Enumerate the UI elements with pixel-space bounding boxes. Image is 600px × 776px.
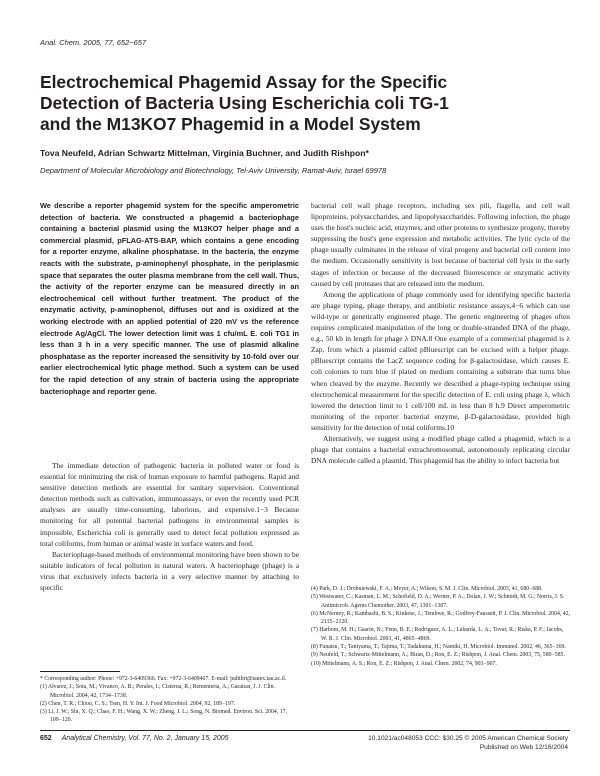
body-paragraph: The immediate detection of pathogenic bacteria in polluted water or food is essential for minimizing the risk of human exposure to harmful pathogens. Rapid and sensitive detection methods are essential for sanitary supervision. Conventional detection methods such as cultivation, immunoassays, or even the recently used PCR analyses are usually time-consuming, laborious, and expensive.1−3 Because monitoring for all potential bacterial pathogens in environmental samples is impossible, Escherichia coli is generally used to detect fecal pollution expressed as total coliforms, from human or animal waste in surface waters and food. <box>40 461 299 548</box>
body-paragraph: Among the applications of phage commonly used for identifying specific bacteria are phage typing, phage therapy, and antibiotic resistance assays,4−6 which can use wild-type or genetically engineered phage. The genetic engineering of phages often requires complicated manipulation of the long or double-stranded DNA of the phage, e.g., 50 kb in length for phage λ DNA.8 One example of a commercial phagemid is λ Zap, from which a plasmid called pBluescript can be excised with a helper phage. pBluescript contains the LacZ sequence coding for β-galactosidase, which causes E. coli colonies to turn blue if plated on medium containing a substrate that turns blue when cleaved by the enzyme. Recently we described a phage-typing technique using electrochemical measurement for the specific detection of E. coli using phage λ, which lowered the detection limit to 1 cell/100 mL in less than 8 h.9 Direct amperometric monitoring of the reporter bacterial enzyme, β-D-galactosidase, provided high sensitivity for the detection of total coliforms.10 <box>311 289 570 432</box>
affiliation: Department of Molecular Microbiology and Biotechnology, Tel-Aviv University, Ramat-Aviv, Israel 69978 <box>40 166 387 175</box>
abstract: We describe a reporter phagemid system for the specific amperometric detection of bacteria. We constructed a phagemid a bacteriophage containing a bacterial plasmid using the M13KO7 helper phage and a commercial plasmid, pFLAG-ATS-BAP, which contains a gene encoding for a reporter enzyme, alkaline phosphatase. In the bacteria, the enzyme reacts with the substrate, p-aminophenyl phosphate, in the periplasmic space that separates the outer plasma membrane from the cell wall. Thus, the activity of the reporter enzyme can be measured directly in an electrochemical cell without further treatment. The product of the enzymatic activity, p-aminophenol, diffuses out and is oxidized at the working electrode with an applied potential of 220 mV vs the reference electrode Ag/AgCl. The lower detection limit was 1 cfu/mL E. coli TG1 in less than 3 h in a very specific manner. The use of plasmid alkaline phosphatase as the reporter increased the sensitivity by 10-fold over our earlier electrochemical lytic phage method. Such a system can be used for the rapid detection of any strain of bacteria using the appropriate bacteriophage and reporter gene. <box>40 201 299 396</box>
page-footer-right <box>368 735 568 752</box>
body-paragraph: Alternatively, we suggest using a modified phage called a phagemid, which is a phage that contains a bacterial extrachromosomal, autonomously replicating circular DNA molecule called a plasmid. This phagemid has the ability to infect bacteria but <box>311 433 570 466</box>
article-title <box>40 72 570 135</box>
reference-item: (2) Chen, T. R.; Chiou, C. S.; Tsen, H. Y. Int. J. Food Microbiol. 2004, 92, 189−197. <box>40 700 236 707</box>
title-line: and the M13KO7 Phagemid in a Model System <box>40 114 421 134</box>
reference-item: (6) McNerney, R.; Kambashi, B. S.; Kinkese, J.; Tembwe, R.; Godfrey-Faussett, P. J. Clin. Microbiol. 2004, 42, 2115−2120. <box>311 610 570 626</box>
right-references <box>311 585 570 668</box>
title-line: Detection of Bacteria Using Escherichia coli TG-1 <box>40 93 449 113</box>
left-references <box>40 675 299 725</box>
reference-item: (9) Neufeld, T.; Schwartz-Mittelmann, A.; Biran, D.; Ron, E. Z.; Rishpon, J. Anal. Chem. 2003, 75, 580−585. <box>311 652 565 659</box>
reference-item: (4) Park, D. J.; Drobniewski, F. A.; Meyer, A.; Wilson, S. M. J. Clin. Microbiol. 2003, 41, 680−688. <box>311 586 543 592</box>
published-date: Published on Web 12/16/2004 <box>479 743 568 751</box>
page-number: 652 <box>40 735 52 742</box>
reference-item: (1) Alvarez, J.; Sota, M.; Vivanco, A. B.; Perales, I.; Cisterna, R.; Rementeria, A.; Garaizar, J. J. Clin. Microbiol. 2004, 42, 1734−1738. <box>40 684 276 699</box>
page-footer-left <box>40 735 229 742</box>
left-column-body <box>40 460 299 593</box>
body-paragraph: Bacteriophage-based methods of environmental monitoring have been shown to be suitable indicators of fecal pollution in natural waters. A bacteriophage (phage) is a virus that exclusively infects bacteria in a very selective manner by attaching to specific <box>40 549 299 593</box>
reference-item: * Corresponding author: Phone: +972-3-6409366. Fax: +972-3-6409407. E-mail: judithri@tauex.tau.ac.il. <box>40 676 287 682</box>
journal-reference: Anal. Chem. 2005, 77, 652−657 <box>40 38 147 47</box>
reference-item: (5) Westwater, C.; Kasman, L. M.; Schofield, D. A.; Werner, P. A.; Dolan, J. W.; Schmidt, M. G.; Norris, J. S. Antimicrob. Agents Chemother. 2003, 47, 1301−1307. <box>311 594 565 609</box>
footer-divider <box>40 730 570 731</box>
body-paragraph: bacterial cell wall phage receptors, including sex pili, flagella, and cell wall lipoproteins, polysaccharides, and lipopolysaccharides. Following infection, the phage uses the host's nucleic acid, enzymes, and other proteins to synthesize progeny, thereby suppressing the host's gene expression and metabolic activities. The lytic cycle of the phage usually culminates in the release of viral progeny and bacterial cell content into the medium. Occasionally sensitivity is lost because of bacterial cell lysis in the early stages of infection or because of the decreased fluorescence or enzymatic activity caused by cell proteases that are released into the medium. <box>311 201 570 288</box>
reference-item: (7) Harbom, M. H.; Gaarin, N.; Fenn, B. E.; Rodriguez, A. L.; Labarda, L. A.; Tovar, R.; Riska, P. F.; Jacobs, W. R. J. Clin. Microbiol. 2003, 41, 4865−4869. <box>311 627 564 642</box>
footnote-divider <box>40 671 120 672</box>
reference-item: (3) Li, J. W.; Shi, X. Q.; Chao, F. H.; Wang, X. W.; Zheng, J. L.; Song, N. Biomed. Environ. Sci. 2004, 17, 109−120. <box>40 709 287 724</box>
right-column-body <box>311 200 570 466</box>
title-line: Electrochemical Phagemid Assay for the Specific <box>40 72 448 92</box>
reference-item: (8) Funatsu, T.; Taniyama, T.; Tajima, T.; Tadakuma, H.; Namiki, H. Microbiol. Immunol. 2002, 46, 365−369. <box>311 644 566 651</box>
author-list: Tova Neufeld, Adrian Schwartz Mittelman, Virginia Buchner, and Judith Rishpon* <box>40 148 369 158</box>
doi-copyright: 10.1021/ac048053 CCC: $30.25 © 2005 American Chemical Society <box>368 735 568 742</box>
reference-item: (10) Mittelmann, A. S.; Ron, E. Z.; Rishpon, J. Anal. Chem. 2002, 74, 903−907. <box>311 660 497 667</box>
journal-citation: Analytical Chemistry, Vol. 77, No. 2, January 15, 2005 <box>61 735 229 742</box>
